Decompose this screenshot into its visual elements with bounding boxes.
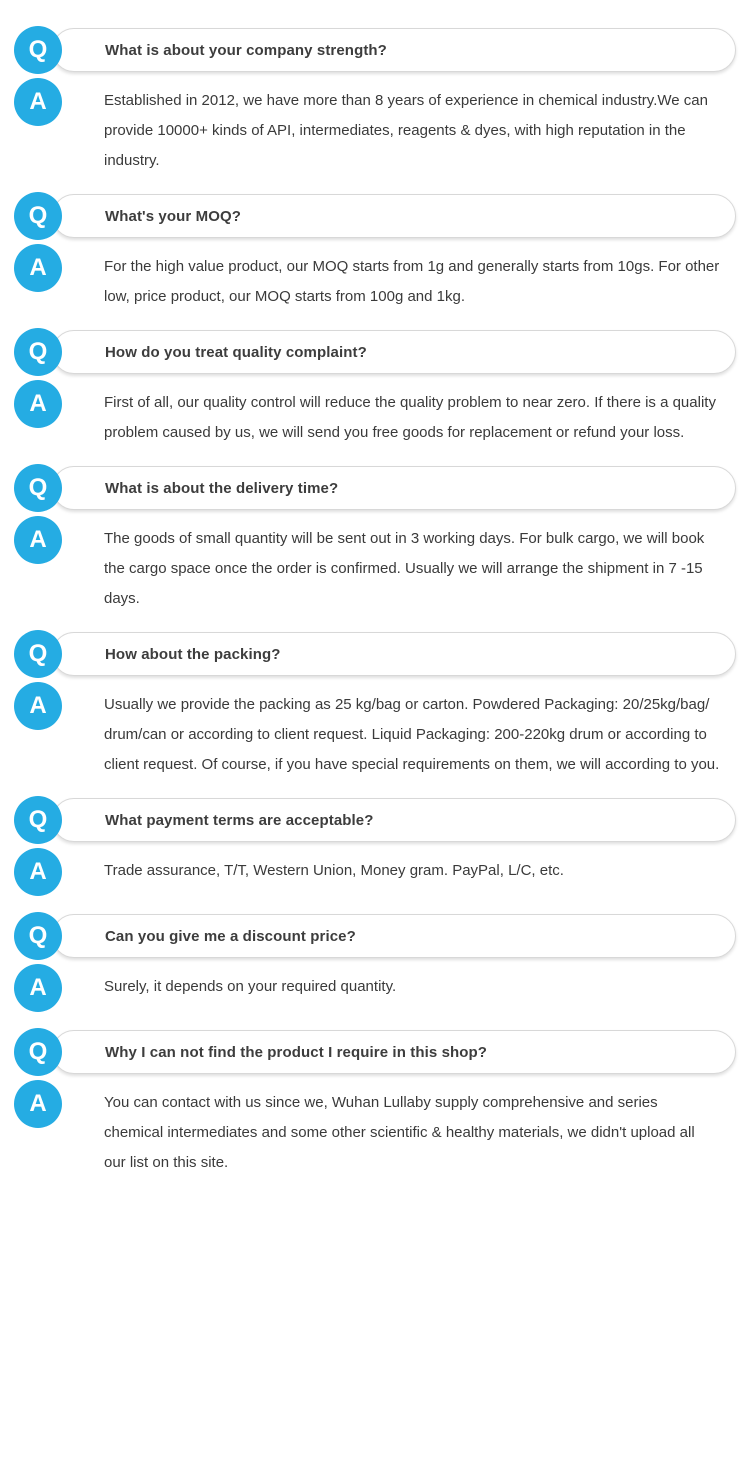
faq-question-row — [14, 1028, 736, 1076]
question-text: Why I can not find the product I require in this shop? — [105, 1043, 488, 1061]
faq-item — [14, 1018, 736, 1184]
answer-text: For the high value product, our MOQ starts from 1g and generally starts from 10gs. For other low, price product, our MOQ starts from 100g and 1kg. — [104, 258, 720, 305]
answer-badge-icon: A — [14, 682, 62, 730]
faq-question-row — [14, 26, 736, 74]
faq-answer-row — [14, 682, 736, 780]
question-badge-icon: Q — [14, 328, 62, 376]
faq-question-row — [14, 328, 736, 376]
question-badge-icon: Q — [14, 912, 62, 960]
answer-badge-icon: A — [14, 78, 62, 126]
faq-question-row — [14, 630, 736, 678]
question-text: What is about the delivery time? — [105, 479, 339, 497]
faq-item — [14, 454, 736, 620]
question-bubble — [52, 28, 736, 72]
faq-question-row — [14, 192, 736, 240]
answer-text: The goods of small quantity will be sent out in 3 working days. For bulk cargo, we will book the cargo space once the order is confirmed. Usually we will arrange the shipment in 7 -15 days. — [104, 530, 705, 607]
question-text: What's your MOQ? — [105, 207, 241, 225]
faq-item — [14, 16, 736, 182]
faq-item — [14, 786, 736, 902]
faq-item — [14, 620, 736, 786]
question-badge-icon: Q — [14, 464, 62, 512]
question-bubble — [52, 194, 736, 238]
question-bubble — [52, 798, 736, 842]
answer-badge-icon: A — [14, 516, 62, 564]
question-badge-icon: Q — [14, 26, 62, 74]
question-badge-icon: Q — [14, 630, 62, 678]
faq-list — [14, 16, 736, 1184]
faq-item — [14, 318, 736, 454]
question-bubble — [52, 632, 736, 676]
answer-badge-icon: A — [14, 244, 62, 292]
faq-answer-row — [14, 1080, 736, 1178]
answer-text: You can contact with us since we, Wuhan Lullaby supply comprehensive and series chemical intermediates and some other scientific & healthy materials, we didn't upload all our list on this site. — [104, 1094, 695, 1171]
question-badge-icon: Q — [14, 192, 62, 240]
answer-badge-icon: A — [14, 1080, 62, 1128]
question-bubble — [52, 330, 736, 374]
answer-badge-icon: A — [14, 380, 62, 428]
question-bubble — [52, 914, 736, 958]
question-badge-icon: Q — [14, 1028, 62, 1076]
question-bubble — [52, 1030, 736, 1074]
question-badge-icon: Q — [14, 796, 62, 844]
faq-answer-row — [14, 964, 736, 1012]
faq-question-row — [14, 912, 736, 960]
faq-answer-row — [14, 380, 736, 448]
question-text: What is about your company strength? — [105, 41, 387, 59]
faq-item — [14, 902, 736, 1018]
question-bubble — [52, 466, 736, 510]
answer-badge-icon: A — [14, 964, 62, 1012]
answer-text: Established in 2012, we have more than 8 years of experience in chemical industry.We can provide 10000+ kinds of API, intermediates, reagents & dyes, with high reputation in the industry. — [104, 92, 708, 169]
answer-text: First of all, our quality control will reduce the quality problem to near zero. If there is a quality problem caused by us, we will send you free goods for replacement or refund your loss. — [104, 394, 716, 441]
faq-answer-row — [14, 78, 736, 176]
question-text: Can you give me a discount price? — [105, 927, 356, 945]
question-text: How about the packing? — [105, 645, 281, 663]
faq-answer-row — [14, 244, 736, 312]
faq-question-row — [14, 796, 736, 844]
faq-answer-row — [14, 516, 736, 614]
answer-badge-icon: A — [14, 848, 62, 896]
faq-answer-row — [14, 848, 736, 896]
faq-question-row — [14, 464, 736, 512]
question-text: What payment terms are acceptable? — [105, 811, 374, 829]
faq-item — [14, 182, 736, 318]
answer-text: Surely, it depends on your required quantity. — [104, 978, 397, 995]
answer-text: Usually we provide the packing as 25 kg/bag or carton. Powdered Packaging: 20/25kg/bag/ drum/can or according to client request. Liquid Packaging: 200-220kg drum or according to client request. Of course, if you have special requirements on them, we will according to you. — [104, 696, 720, 773]
answer-text: Trade assurance, T/T, Western Union, Money gram. PayPal, L/C, etc. — [104, 862, 564, 879]
question-text: How do you treat quality complaint? — [105, 343, 367, 361]
